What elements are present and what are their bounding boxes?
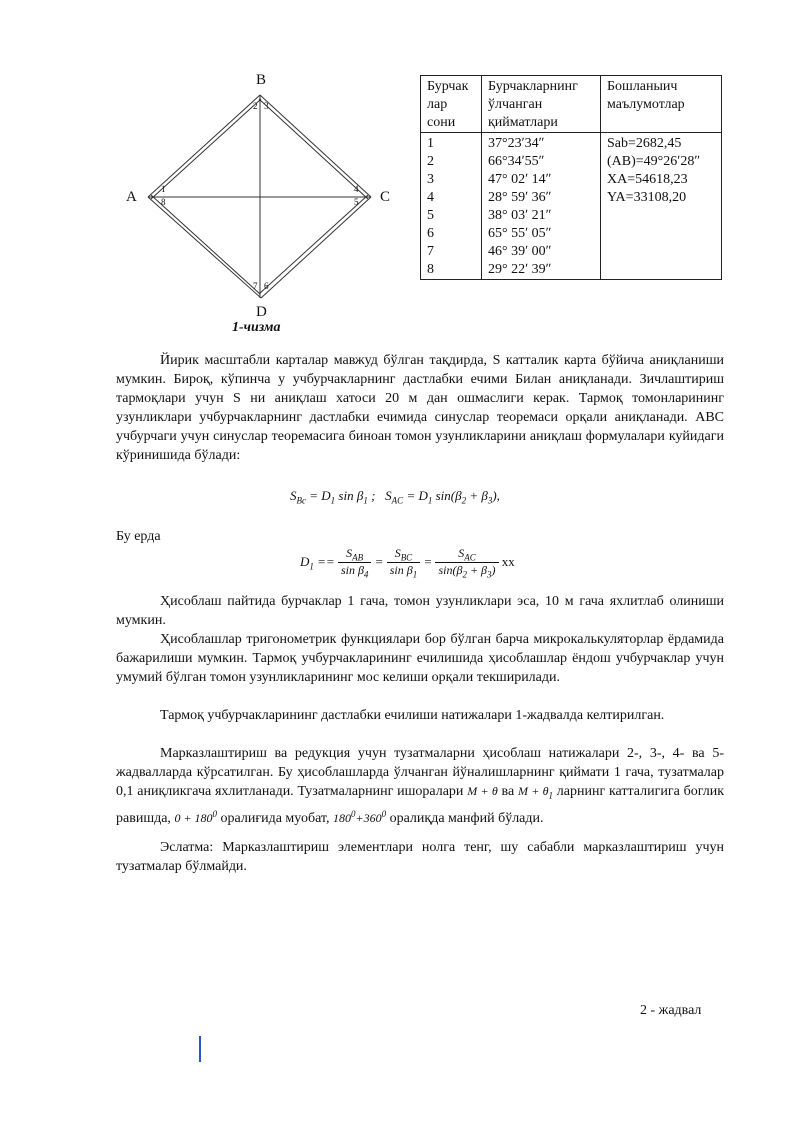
paragraph-note: Эслатма: Марказлаштириш элементлари нолга тенг, шу сабабли марказлаштириш учун тузатмалар бўлмайди. <box>116 840 724 874</box>
point-label-a: A <box>126 189 137 205</box>
angle-number: 8 <box>427 262 434 277</box>
fraction-bc: $\frac{S_{BC}}{\sin \beta_1}$ <box>387 546 420 580</box>
angle-value: 66°34ʹ55ʺ <box>488 154 544 169</box>
table-body-row <box>421 133 722 280</box>
initial-value: Sаb=2682,45 <box>607 136 682 151</box>
angle-numbers-cell <box>421 133 482 280</box>
paragraph-intro: Йирик масштабли карталар мавжуд бўлган тақдирда, S катталик карта бўйича аниқланиши мумкин. Бироқ, кўпинча у учбурчакларнинг дастлабки ечими Билан аниқланади. Зичлаштириш тармоқлари учун S ни аниқлаш хатоси 20 м дан ошмаслиги керак. Тармоқ томонларининг узунликлари учбурчакларнинг дастлабки ечимида синуслар теоремаси орқали аниқланади. АВС учбурчаги учун синуслар теоремасига биноан томон узунликларини аниқлаш формулалари куйидаги кўринишида бўлади: <box>116 353 724 463</box>
header-initial-data: Бошланыич маълумотлар <box>601 76 722 133</box>
angle-label-7: 7 <box>253 281 258 291</box>
text-cursor <box>199 1036 201 1062</box>
point-label-b: B <box>256 72 267 88</box>
point-label-c: C <box>380 189 391 205</box>
triangulation-figure <box>118 72 408 342</box>
figure-caption: 1-чизма <box>232 320 281 335</box>
angle-label-6: 6 <box>264 281 269 291</box>
angle-value: 46° 39ʹ 00ʺ <box>488 244 551 259</box>
quadrilateral-diagram <box>118 72 408 342</box>
angle-label-4: 4 <box>354 184 359 194</box>
angle-number: 2 <box>427 154 434 169</box>
angle-value: 38° 03ʹ 21ʺ <box>488 208 551 223</box>
paragraph-calculations: Ҳисоблашлар тригонометрик функциялари бор бўлган барча микрокалькуляторлар ёрдамида бажарилиши мумкин. Тармоқ учбурчакларининг ечилишида ҳисоблашлар ёндош учбурчаклар учун умумий бўлган томон узунликларининг мос келиши орқали текширилади. <box>116 632 724 685</box>
angle-values-cell <box>482 133 601 280</box>
fraction-ac: $\frac{S_{AC}}{\sin(\beta_2 + \beta_3)}$ <box>435 546 498 580</box>
initial-value: (AB)=49°26ʹ28ʺ <box>607 154 700 169</box>
angle-label-8: 8 <box>161 197 166 207</box>
angle-number: 7 <box>427 244 434 259</box>
angle-value: 47° 02ʹ 14ʺ <box>488 172 551 187</box>
table-label: 2 - жадвал <box>640 1003 702 1018</box>
formula-d1: $D_1$ == $\frac{S_{AB}}{\sin \beta_4}$ = $\frac{S_{BC}}{\sin \beta_1}$ = $\frac{S_{AC}}{\sin(\beta_2 + \beta_3)}$ xx <box>300 546 515 580</box>
angle-value: 29° 22ʹ 39ʺ <box>488 262 551 277</box>
angle-number: 5 <box>427 208 434 223</box>
angle-value: 28° 59ʹ 36ʺ <box>488 190 551 205</box>
paragraph-results: Тармоқ учбурчакларининг дастлабки ечилиши натижалари 1-жадвалда келтирилган. <box>160 708 665 723</box>
fraction-ab: $\frac{S_{AB}}{\sin \beta_4}$ <box>338 546 371 580</box>
label-bu-erda: Бу ерда <box>116 529 161 544</box>
initial-value: XA=54618,23 <box>607 172 688 187</box>
header-angle-count: Бурчак лар сони <box>421 76 482 133</box>
initial-value: YA=33108,20 <box>607 190 687 205</box>
data-table <box>420 75 722 280</box>
angle-value: 65° 55ʹ 05ʺ <box>488 226 551 241</box>
initial-data-cell <box>601 133 722 280</box>
header-measured-angles: Бурчакларнинг ўлчанган қийматлари <box>482 76 601 133</box>
angle-label-1: 1 <box>161 184 166 194</box>
angle-number: 3 <box>427 172 434 187</box>
angle-label-3: 3 <box>264 101 269 111</box>
angle-number: 4 <box>427 190 434 205</box>
paragraph-rounding: Ҳисоблаш пайтида бурчаклар 1 гача, томон узунликлари эса, 10 м гача яхлитлаб олиниши мумкин. <box>116 594 724 628</box>
point-label-d: D <box>256 304 267 320</box>
formula-sine-sides: $S_{Bc} = D_1$ $\sin \beta_1$ ; $S_{AC} = D_1$ $\sin(\beta_2 + \beta_3)$, <box>290 488 500 506</box>
angle-number: 1 <box>427 136 434 151</box>
angle-label-2: 2 <box>253 101 258 111</box>
angle-label-5: 5 <box>354 197 359 207</box>
angle-value: 37°23ʹ34ʺ <box>488 136 544 151</box>
angle-number: 6 <box>427 226 434 241</box>
paragraph-corrections: Марказлаштириш ва редукция учун тузатмаларни ҳисоблаш натижалари 2-, 3-, 4- ва 5-жадвалларда кўрсатилган. Бу ҳисоблашларда ўлчанган йўналишларнинг қиймати 1 гача, тузатмалар 0,1 аниқликгача яхлитланади. Тузатмаларнинг ишоралари M + θ ва $M + \theta_1$ ларнинг катталигига боглик равишда, $0 + 180^0$ оралиғида муобат, $180^0+360^0$ оралиқда манфий бўлади. <box>116 746 725 827</box>
table-header-row <box>421 76 722 133</box>
